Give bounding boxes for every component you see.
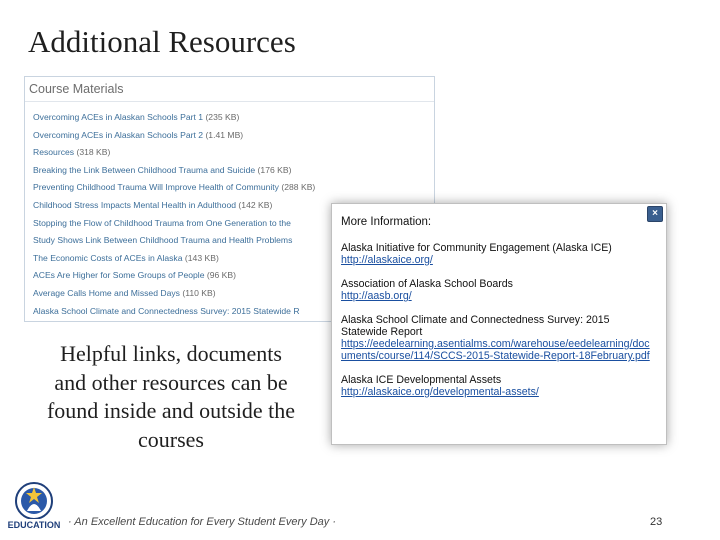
- course-material-link[interactable]: Average Calls Home and Missed Days: [33, 287, 180, 298]
- resource-name: Alaska ICE Developmental Assets: [341, 374, 502, 386]
- course-material-link[interactable]: Alaska School Climate and Connectedness Survey: 2015 Statewide R: [33, 305, 300, 316]
- education-logo-icon: [5, 481, 63, 533]
- resource-link[interactable]: http://alaskaice.org/developmental-assets/: [341, 386, 539, 398]
- course-materials-title: Course Materials: [29, 82, 124, 96]
- file-size: (142 KB): [238, 199, 273, 210]
- course-material-item[interactable]: [33, 179, 315, 197]
- more-information-popup: [331, 203, 667, 445]
- resource-name: Alaska School Climate and Connectedness Survey: 2015 Statewide Report: [341, 314, 610, 338]
- more-information-item: [341, 278, 653, 302]
- course-material-link[interactable]: Preventing Childhood Trauma Will Improve Health of Community: [33, 182, 279, 193]
- slide-title: Additional Resources: [28, 24, 296, 59]
- resource-link[interactable]: http://alaskaice.org/: [341, 254, 433, 266]
- course-material-link[interactable]: The Economic Costs of ACEs in Alaska: [33, 252, 183, 263]
- course-material-link[interactable]: Stopping the Flow of Childhood Trauma from One Generation to the: [33, 217, 291, 228]
- file-size: (110 KB): [182, 287, 216, 298]
- more-information-item: [341, 314, 653, 362]
- file-size: (176 KB): [257, 164, 292, 175]
- course-material-item[interactable]: [33, 267, 315, 285]
- file-size: (235 KB): [205, 112, 240, 122]
- course-material-item[interactable]: [33, 232, 315, 250]
- divider: [25, 101, 434, 102]
- resource-link[interactable]: http://aasb.org/: [341, 290, 412, 302]
- course-material-link[interactable]: Overcoming ACEs in Alaskan Schools Part 1: [33, 112, 204, 122]
- course-material-link[interactable]: Overcoming ACEs in Alaskan Schools Part 2: [33, 129, 204, 140]
- close-icon[interactable]: ×: [647, 206, 663, 222]
- file-size: (318 KB): [76, 147, 111, 158]
- course-material-item[interactable]: [33, 215, 315, 233]
- file-size: (143 KB): [184, 252, 219, 263]
- course-material-item[interactable]: [33, 162, 315, 180]
- course-material-item[interactable]: [33, 197, 315, 215]
- more-information-item: [341, 374, 653, 398]
- more-information-content: [341, 216, 653, 410]
- course-material-item[interactable]: [33, 127, 315, 145]
- course-materials-list: [33, 109, 315, 320]
- course-material-item[interactable]: [33, 109, 315, 127]
- more-information-heading: More Information:: [341, 216, 432, 228]
- page-number: 23: [650, 516, 663, 528]
- footer-motto: · An Excellent Education for Every Student Every Day ·: [68, 516, 336, 528]
- course-material-link[interactable]: Study Shows Link Between Childhood Trauma and Health Problems: [33, 235, 293, 246]
- course-material-link[interactable]: Childhood Stress Impacts Mental Health in Adulthood: [33, 199, 237, 210]
- course-material-item[interactable]: [33, 250, 315, 268]
- helpful-links-caption: Helpful links, documents and other resources can be found inside and outside the courses: [46, 341, 296, 452]
- more-information-item: [341, 242, 653, 266]
- resource-name: Association of Alaska School Boards: [341, 278, 513, 290]
- course-material-link[interactable]: ACEs Are Higher for Some Groups of People: [33, 270, 205, 281]
- logo-text: EDUCATION: [7, 520, 61, 530]
- file-size: (96 KB): [206, 270, 237, 281]
- course-material-link[interactable]: Resources: [33, 147, 75, 158]
- course-material-item[interactable]: [33, 144, 315, 162]
- resource-link[interactable]: https://eedelearning.asentialms.com/warehouse/eedelearning/documents/course/114/SCCS-2015-Statewide-Report-18February.pdf: [341, 338, 650, 362]
- more-information-items: [341, 242, 653, 398]
- course-material-item[interactable]: [33, 285, 315, 303]
- resource-name: Alaska Initiative for Community Engagement (Alaska ICE): [341, 242, 612, 254]
- file-size: (288 KB): [281, 182, 316, 193]
- course-material-item[interactable]: [33, 303, 315, 321]
- file-size: (1.41 MB): [205, 129, 244, 140]
- course-material-link[interactable]: Breaking the Link Between Childhood Trauma and Suicide: [33, 164, 256, 175]
